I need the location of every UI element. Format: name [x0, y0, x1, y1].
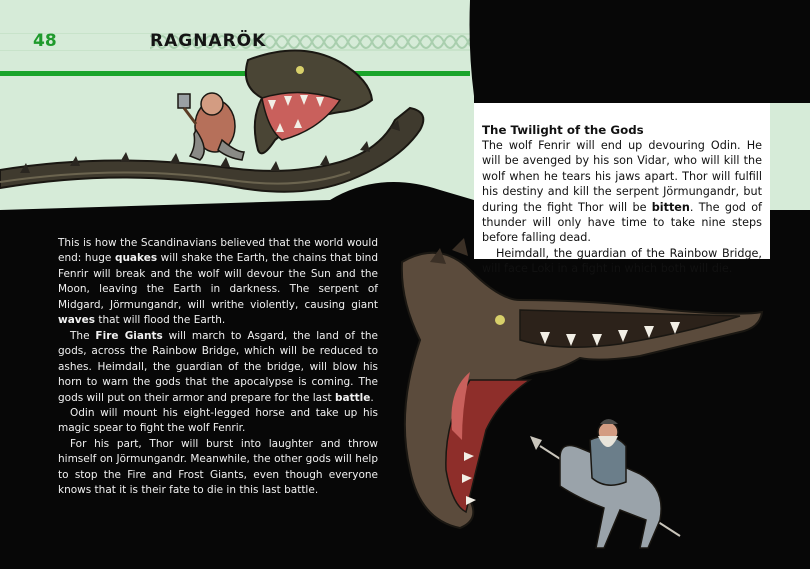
- page-number: 48: [33, 31, 57, 51]
- thor-figure: [178, 93, 244, 160]
- body-paragraph: This is how the Scandinavians believed that the world would end: huge quakes will shake the Earth, the chains that bind Fenrir will break and the wolf will devour the Sun and the Moon, leaving the Earth in darkness. The serpent of Midgard, Jörmungandr, will writhe violently, causing giant waves that will flood the Earth.: [58, 237, 378, 327]
- sidebar-paragraph: Heimdall, the guardian of the Rainbow Bridge, will face Loki in a fight in which both will die.: [482, 246, 762, 276]
- emphasis-bitten: bitten: [651, 200, 690, 214]
- emphasis-fire-giants: Fire Giants: [95, 329, 163, 342]
- body-paragraph: Odin will mount his eight-legged horse and take up his magic spear to fight the wolf Fenrir.: [58, 406, 378, 435]
- emphasis-quakes: quakes: [114, 252, 158, 265]
- body-paragraph: For his part, Thor will burst into laughter and throw himself on Jörmungandr. Meanwhile, the other gods will help to stop the Fire and Frost Giants, even though everyone knows that it is their fate to die in this last battle.: [58, 437, 378, 497]
- odin-on-horse: [530, 419, 680, 548]
- sidebar-paragraph: The wolf Fenrir will end up devouring Odin. He will be avenged by his son Vidar, who will kill the wolf when he tears his jaws apart. Thor will fulfill his destiny and kill the serpent Jörmungandr, but during the fight Thor will be bitten. The god of thunder will only have time to take nine steps before falling dead.: [482, 139, 762, 245]
- twilight-sidebar: [474, 103, 770, 276]
- main-text: [58, 236, 378, 499]
- chapter-title: RAGNARÖK: [150, 31, 267, 51]
- emphasis-battle: battle: [335, 391, 371, 404]
- dark-sky-shape: [470, 0, 810, 103]
- sidebar-title: The Twilight of the Gods: [482, 123, 644, 137]
- emphasis-waves: waves: [58, 314, 96, 327]
- body-paragraph: The Fire Giants will march to Asgard, the land of the gods, across the Rainbow Bridge, which will be reduced to ashes. Heimdall, the guardian of the bridge, will blow his horn to warn the gods that the apocalypse is coming. The gods will put on their armor and prepare for the last battle.: [58, 329, 379, 404]
